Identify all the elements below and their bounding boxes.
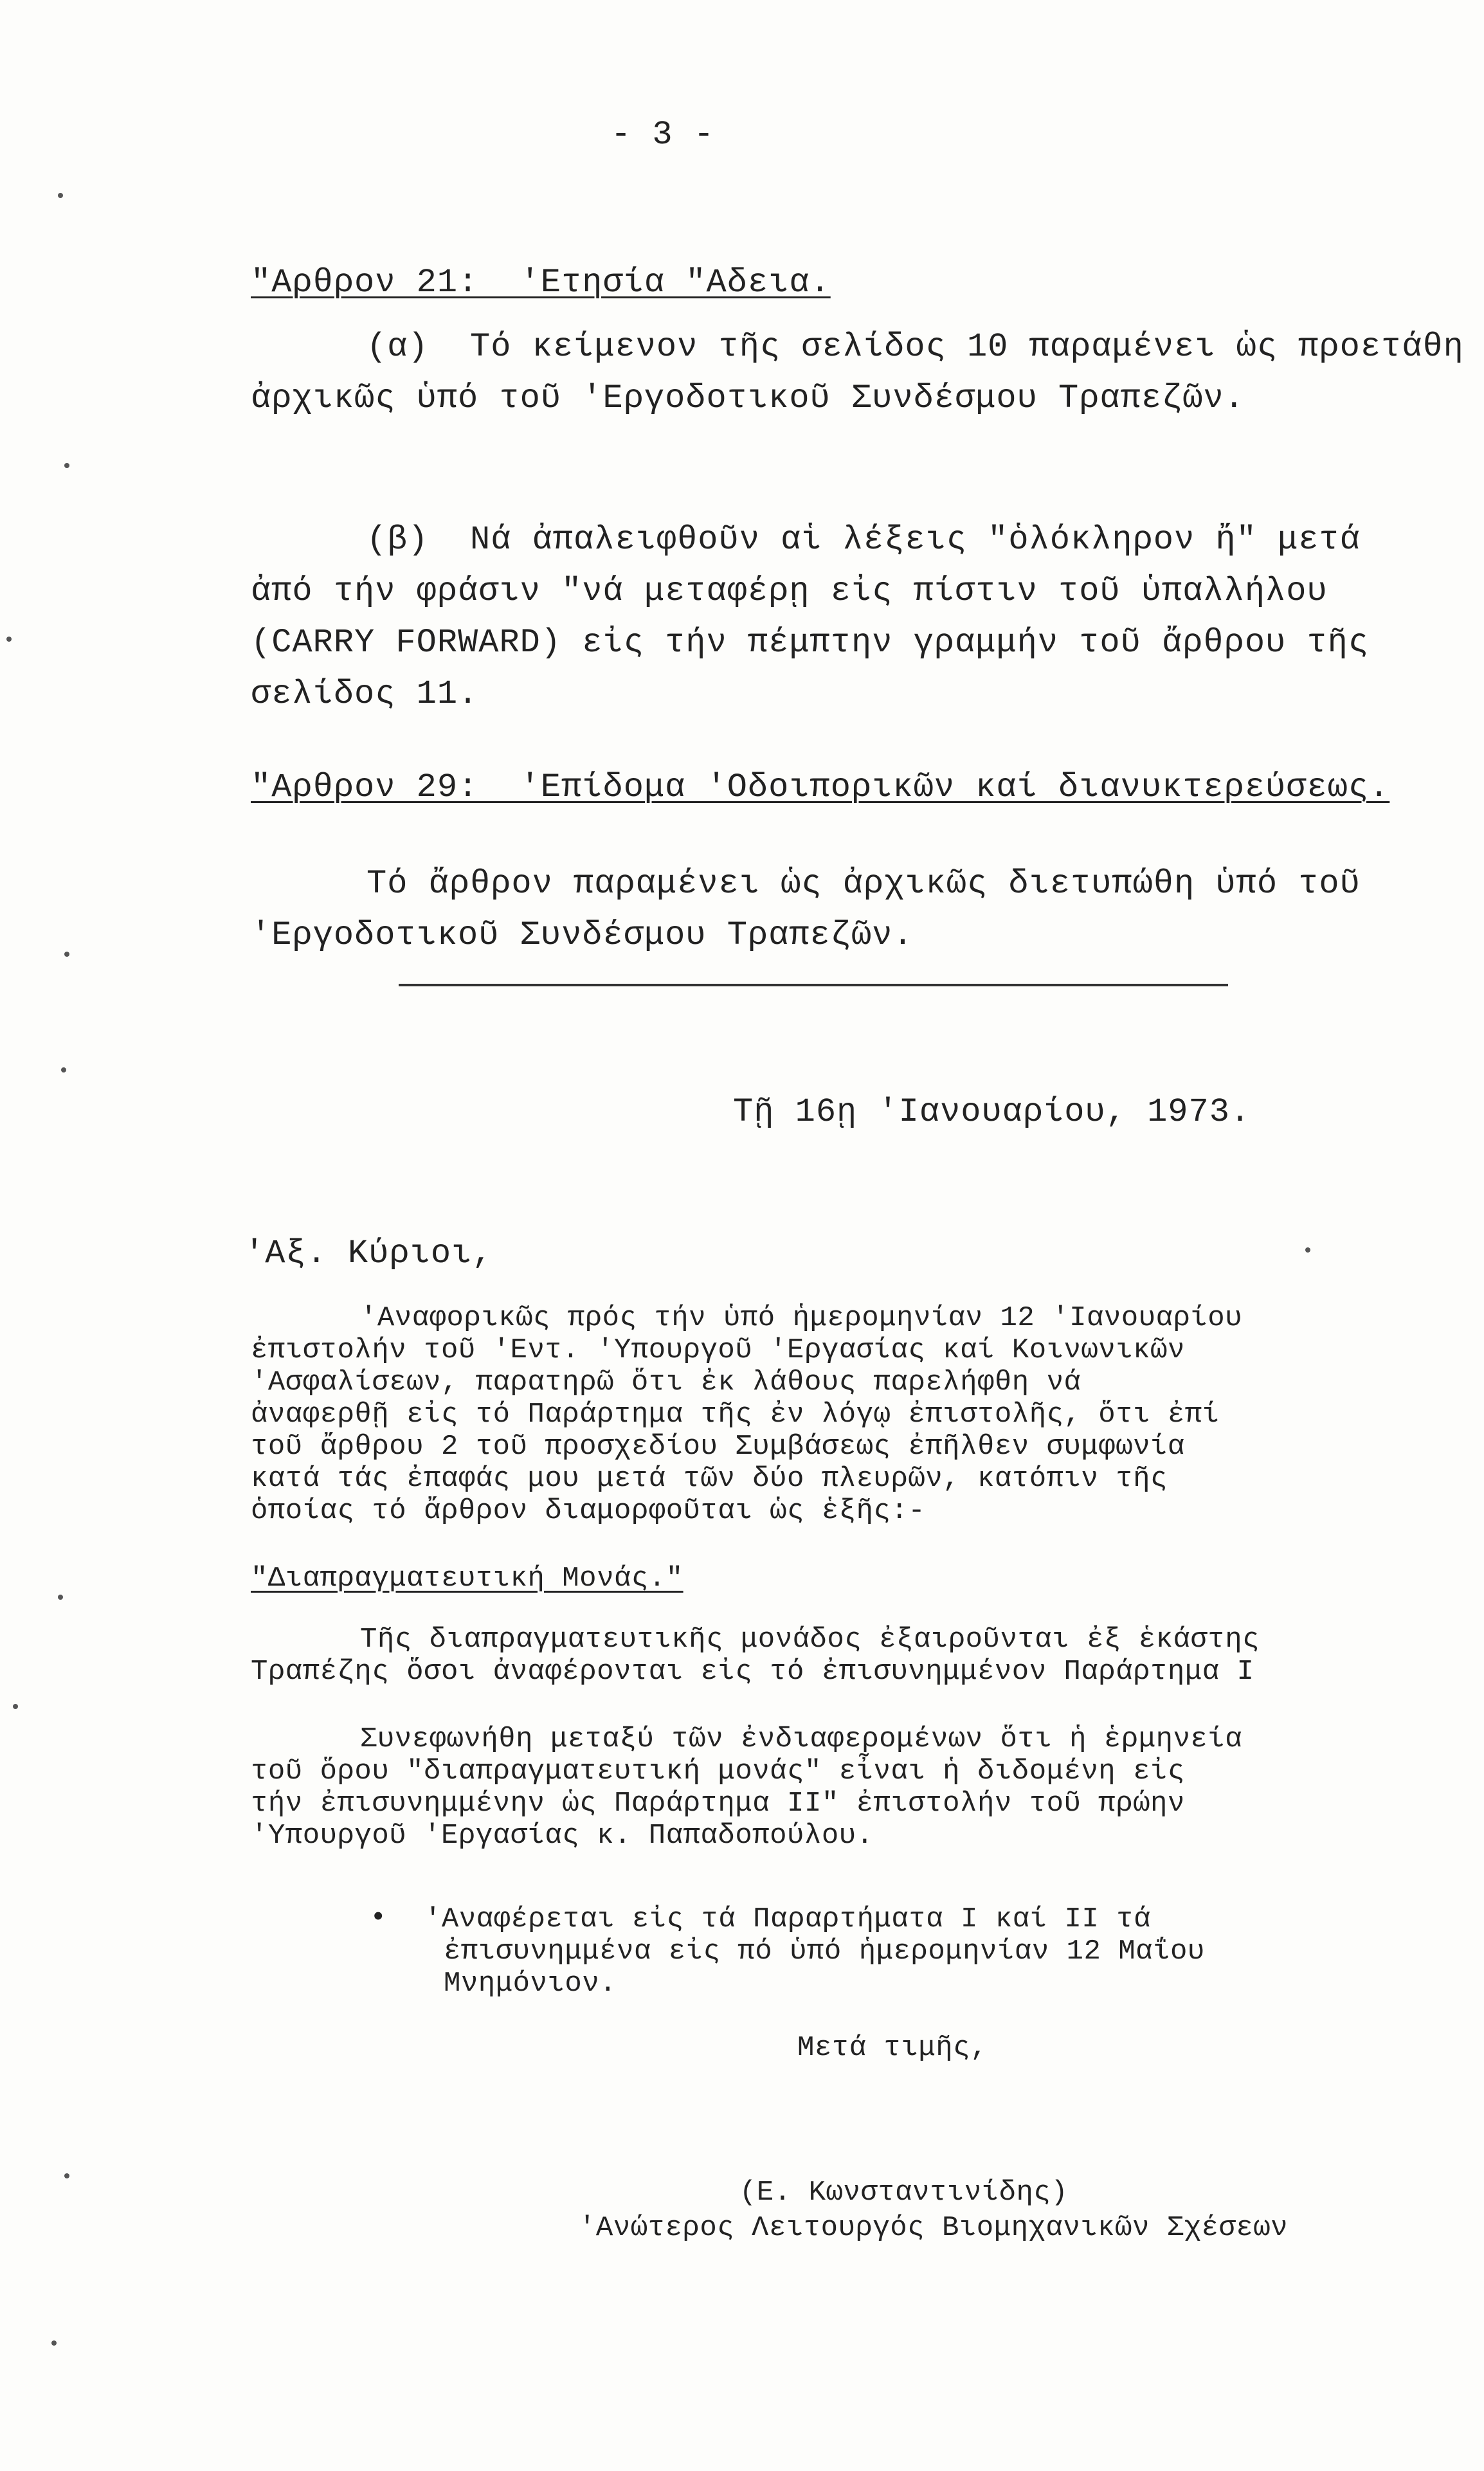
letter-body-line-6: κατά τάς ἐπαφάς μου μετά τῶν δύο πλευρῶν, κατόπιν τῆς <box>251 1463 1168 1495</box>
unit-para-1-line-2: Τραπέζης ὅσοι ἀναφέρονται εἰς τό ἐπισυνημμένον Παράρτημα Ι <box>251 1656 1254 1688</box>
article-21-para-b-line-4: σελίδος 11. <box>251 675 479 713</box>
unit-para-2-line-3: τήν ἐπισυνημμένην ὡς Παράρτημα ΙΙ" ἐπιστολήν τοῦ πρώην <box>251 1788 1185 1820</box>
letter-body-line-4: ἀναφερθῇ εἰς τό Παράρτημα τῆς ἐν λόγῳ ἐπιστολῆς, ὅτι ἐπί <box>251 1398 1220 1431</box>
article-29-para-line-2: 'Εργοδοτικοῦ Συνδέσμου Τραπεζῶν. <box>251 916 914 954</box>
scan-speck <box>58 193 63 198</box>
letter-date: Τῇ 16ῃ 'Ιανουαρίου, 1973. <box>733 1093 1251 1131</box>
signature-title: 'Ανώτερος Λειτουργός Βιομηχανικῶν Σχέσεων <box>579 2212 1289 2244</box>
article-29-para-line-1: Τό ἄρθρον παραμένει ὡς ἀρχικῶς διετυπώθη ὑπό τοῦ <box>366 865 1361 903</box>
scan-speck <box>64 952 69 957</box>
negotiating-unit-heading: "Διαπραγματευτική Μονάς." <box>251 1562 683 1595</box>
note-line-3: Μνημόνιον. <box>444 1968 617 2000</box>
unit-para-2-line-4: 'Υπουργοῦ 'Εργασίας κ. Παπαδοπούλου. <box>251 1820 874 1852</box>
article-21-para-a-line-1: (α) Τό κείμενον τῆς σελίδος 10 παραμένει ὡς προετάθη <box>366 328 1464 366</box>
scan-speck <box>51 2340 57 2346</box>
closing: Μετά τιμῆς, <box>797 2032 988 2064</box>
scan-speck <box>64 463 69 468</box>
letter-body-line-5: τοῦ ἄρθρου 2 τοῦ προσχεδίου Συμβάσεως ἐπῆλθεν συμφωνία <box>251 1431 1185 1463</box>
scan-speck <box>61 1067 66 1073</box>
letter-body-line-1: 'Αναφορικῶς πρός τήν ὑπό ἡμερομηνίαν 12 'Ιανουαρίου <box>360 1302 1243 1334</box>
salutation: 'Αξ. Κύριοι, <box>244 1235 493 1272</box>
unit-para-2-line-1: Συνεφωνήθη μεταξύ τῶν ἐνδιαφερομένων ὅτι ἡ ἑρμηνεία <box>360 1723 1243 1755</box>
article-21-para-a-line-2: ἀρχικῶς ὑπό τοῦ 'Εργοδοτικοῦ Συνδέσμου Τραπεζῶν. <box>251 379 1245 417</box>
letter-body-line-2: ἐπιστολήν τοῦ 'Εντ. 'Υπουργοῦ 'Εργασίας καί Κοινωνικῶν <box>251 1334 1185 1366</box>
scan-speck <box>64 2173 69 2178</box>
signature-name: (Ε. Κωνσταντινίδης) <box>739 2177 1069 2209</box>
scan-speck <box>13 1704 18 1709</box>
unit-para-1-line-1: Τῆς διαπραγματευτικῆς μονάδος ἐξαιροῦνται ἐξ ἑκάστης <box>360 1624 1260 1656</box>
scan-speck <box>1305 1247 1310 1253</box>
letter-body-line-3: 'Ασφαλίσεων, παρατηρῶ ὅτι ἐκ λάθους παρελήφθη νά <box>251 1366 1081 1398</box>
unit-para-2-line-2: τοῦ ὅρου "διαπραγματευτική μονάς" εἶναι ἡ διδομένη εἰς <box>251 1755 1185 1788</box>
scan-speck <box>58 1595 63 1600</box>
note-line-1: 'Αναφέρεται εἰς τά Παραρτήματα Ι καί ΙΙ τά <box>424 1903 1151 1935</box>
article-21-heading: "Αρθρον 21: 'Ετησία "Αδεια. <box>251 264 831 302</box>
separator-rule <box>399 984 1228 986</box>
article-21-para-b-line-3: (CARRY FORWARD) εἰς τήν πέμπτην γραμμήν τοῦ ἄρθρου τῆς <box>251 624 1370 662</box>
page-number: - 3 - <box>611 116 715 154</box>
article-21-para-b-line-1: (β) Νά ἀπαλειφθοῦν αἱ λέξεις "ὁλόκληρον ἤ" μετά <box>366 521 1361 559</box>
article-21-para-b-line-2: ἀπό τήν φράσιν "νά μεταφέρῃ εἰς πίστιν τοῦ ὑπαλλήλου <box>251 572 1328 610</box>
article-29-heading: "Αρθρον 29: 'Επίδομα 'Οδοιπορικῶν καί διανυκτερεύσεως. <box>251 768 1390 806</box>
scan-speck <box>6 637 12 642</box>
note-line-2: ἐπισυνημμένα εἰς πό ὑπό ἡμερομηνίαν 12 Μαΐου <box>444 1935 1205 1968</box>
letter-body-line-7: ὁποίας τό ἄρθρον διαμορφοῦται ὡς ἑξῆς:- <box>251 1495 926 1527</box>
note-bullet: • <box>370 1902 387 1934</box>
